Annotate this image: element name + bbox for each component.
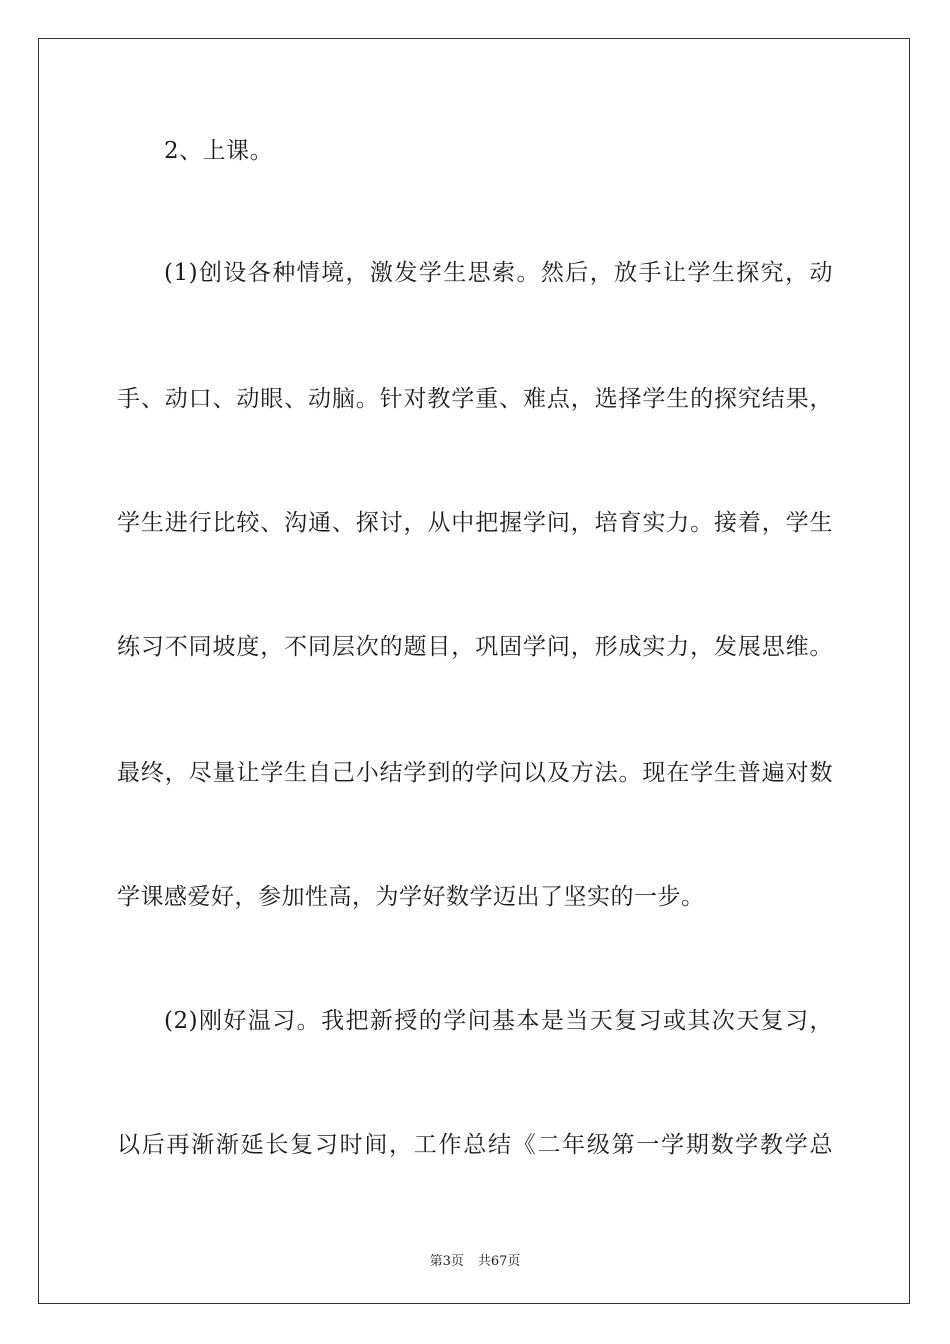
paragraph-line: (1)创设各种情境，激发学生思索。然后，放手让学生探究，动 — [164, 260, 833, 286]
paragraph-line: 学生进行比较、沟通、探讨，从中把握学问，培育实力。接着，学生 — [117, 510, 833, 536]
page-number: 第3页 — [429, 1254, 464, 1269]
paragraph-line: 手、动口、动眼、动脑。针对教学重、难点，选择学生的探究结果， — [117, 386, 833, 412]
paragraph-line: (2)刚好温习。我把新授的学问基本是当天复习或其次天复习， — [164, 1008, 833, 1034]
page-total: 共67页 — [477, 1254, 521, 1269]
paragraph-line: 练习不同坡度，不同层次的题目，巩固学问，形成实力，发展思维。 — [117, 634, 833, 660]
page-footer — [0, 1250, 950, 1269]
paragraph-line: 以后再渐渐延长复习时间，工作总结《二年级第一学期数学教学总 — [117, 1132, 833, 1158]
section-heading: 2、上课。 — [164, 138, 274, 164]
page-border — [38, 38, 910, 1304]
paragraph-line: 学课感爱好，参加性高，为学好数学迈出了坚实的一步。 — [117, 884, 705, 910]
paragraph-line: 最终，尽量让学生自己小结学到的学问以及方法。现在学生普遍对数 — [117, 760, 833, 786]
